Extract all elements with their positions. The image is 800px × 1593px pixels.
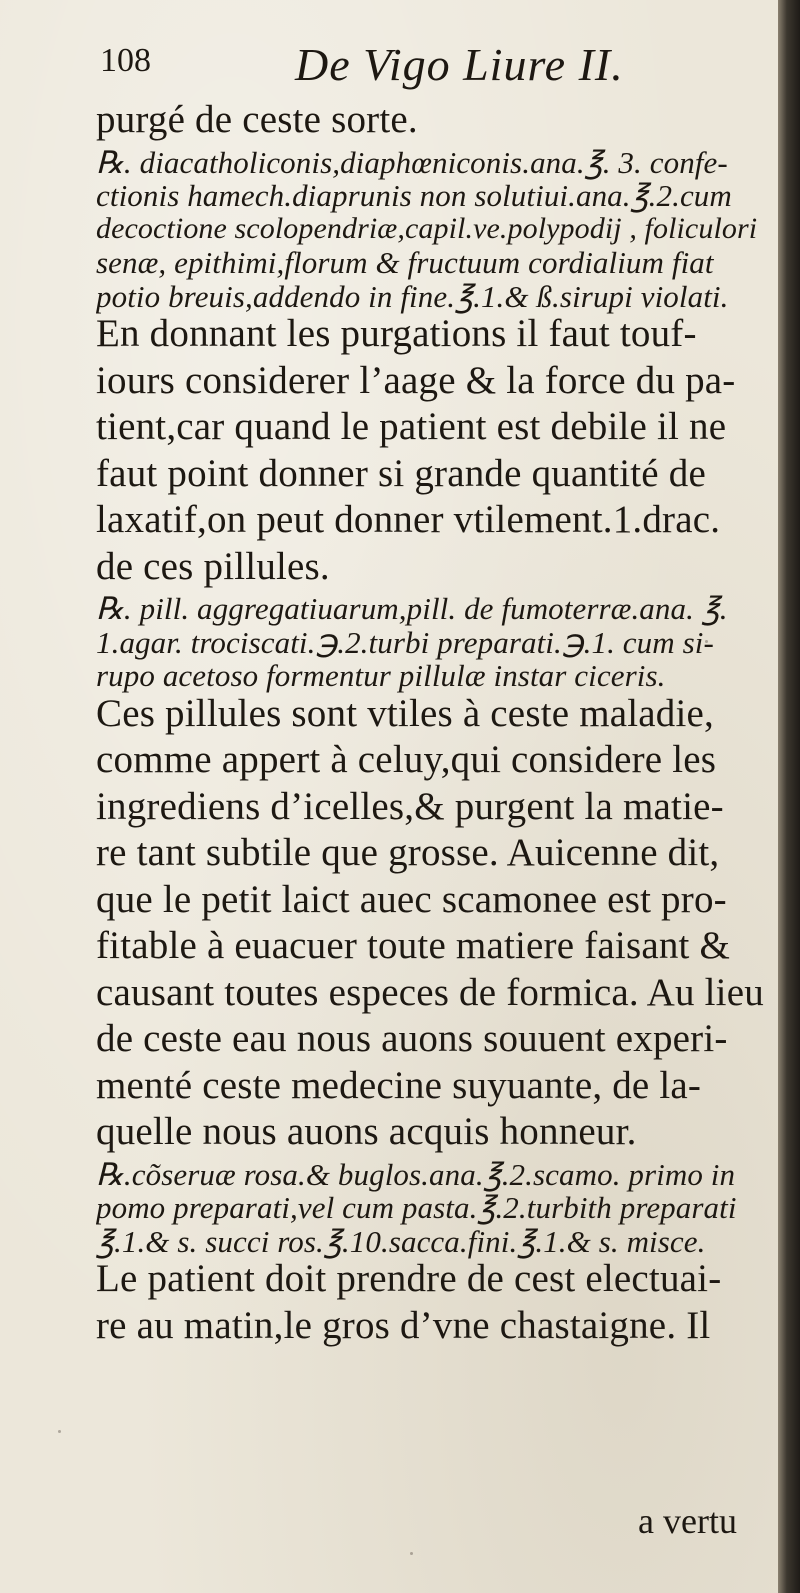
recipe-line: ℞.cõseruæ rosa.& buglos.ana.℥.2.scamo. primo in	[96, 1158, 736, 1192]
text-line: de ces pillules.	[96, 546, 330, 588]
recipe-line: rupo acetoso formentur pillulæ instar ciceris.	[96, 660, 666, 693]
running-title: De Vigo Liure II.	[295, 39, 624, 90]
recipe-line: decoctione scolopendriæ,capil.ve.polypodij , foliculori	[96, 213, 758, 245]
text-line: purgé de ceste sorte.	[96, 100, 418, 141]
recipe-line: ctionis hamech.diaprunis non solutiui.ana.℥.2.cum	[96, 180, 732, 213]
text-line: que le petit laict auec scamonee est pro-	[96, 879, 727, 921]
recipe-line: ℞. pill. aggregatiuarum,pill. de fumoterræ.ana. ℥.	[96, 593, 728, 626]
text-line: Ces pillules sont vtiles à ceste maladie,	[96, 693, 714, 735]
text-line: de ceste eau nous auons souuent experi-	[96, 1019, 728, 1060]
text-line: faut point donner si grande quantité de	[96, 453, 706, 495]
page-header	[100, 38, 700, 98]
text-line: comme appert à celuy,qui considere les	[96, 740, 717, 781]
text-line: ingrediens d’icelles,& purgent la matie-	[96, 786, 724, 828]
recipe-line: senæ, epithimi,florum & fructuum cordialium fiat	[96, 247, 714, 280]
recipe-line: potio breuis,addendo in fine.℥.1.& ß.sirupi violati.	[96, 280, 729, 314]
catchword: a vertu	[638, 1501, 737, 1541]
text-line: En donnant les purgations il faut touf-	[96, 314, 697, 355]
text-line: re tant subtile que grosse. Auicenne dit,	[96, 833, 720, 874]
text-line: causant toutes especes de formica. Au lieu	[96, 972, 764, 1014]
recipe-line: ℥.1.& s. succi ros.℥.10.saccа.fini.℥.1.& s. misce.	[96, 1225, 706, 1259]
recipe-line: pomo preparati,vel cum pasta.℥.2.turbith preparati	[96, 1192, 737, 1225]
text-line: tient,car quand le patient est debile il ne	[96, 407, 727, 448]
text-line: fitable à euacuer toute matiere faisant &	[96, 926, 731, 967]
text-line: Le patient doit prendre de cest electuai-	[96, 1259, 722, 1300]
paper-speck	[58, 1430, 61, 1433]
text-line: iours considerer l’aage & la force du pa-	[96, 360, 736, 402]
text-line: menté ceste medecine suyuante, de la-	[96, 1065, 702, 1107]
paper-speck	[705, 640, 708, 643]
paper-speck	[410, 1552, 413, 1555]
binding-gutter	[778, 0, 800, 1593]
recipe-line: 1.agar. trociscati.℈.2.turbi preparati.℈.1. cum si-	[96, 626, 714, 660]
body-text	[96, 100, 766, 1352]
text-line: quelle nous auons acquis honneur.	[96, 1112, 637, 1153]
text-line: re au matin,le gros d’vne chastaigne. Il	[96, 1305, 711, 1347]
recipe-line: ℞. diacatholiconis,diaphœniconis.ana.℥. 3. confe-	[96, 146, 728, 180]
text-line: laxatif,on peut donner vtilement.1.drac.	[96, 500, 721, 541]
page-number: 108	[100, 42, 151, 79]
